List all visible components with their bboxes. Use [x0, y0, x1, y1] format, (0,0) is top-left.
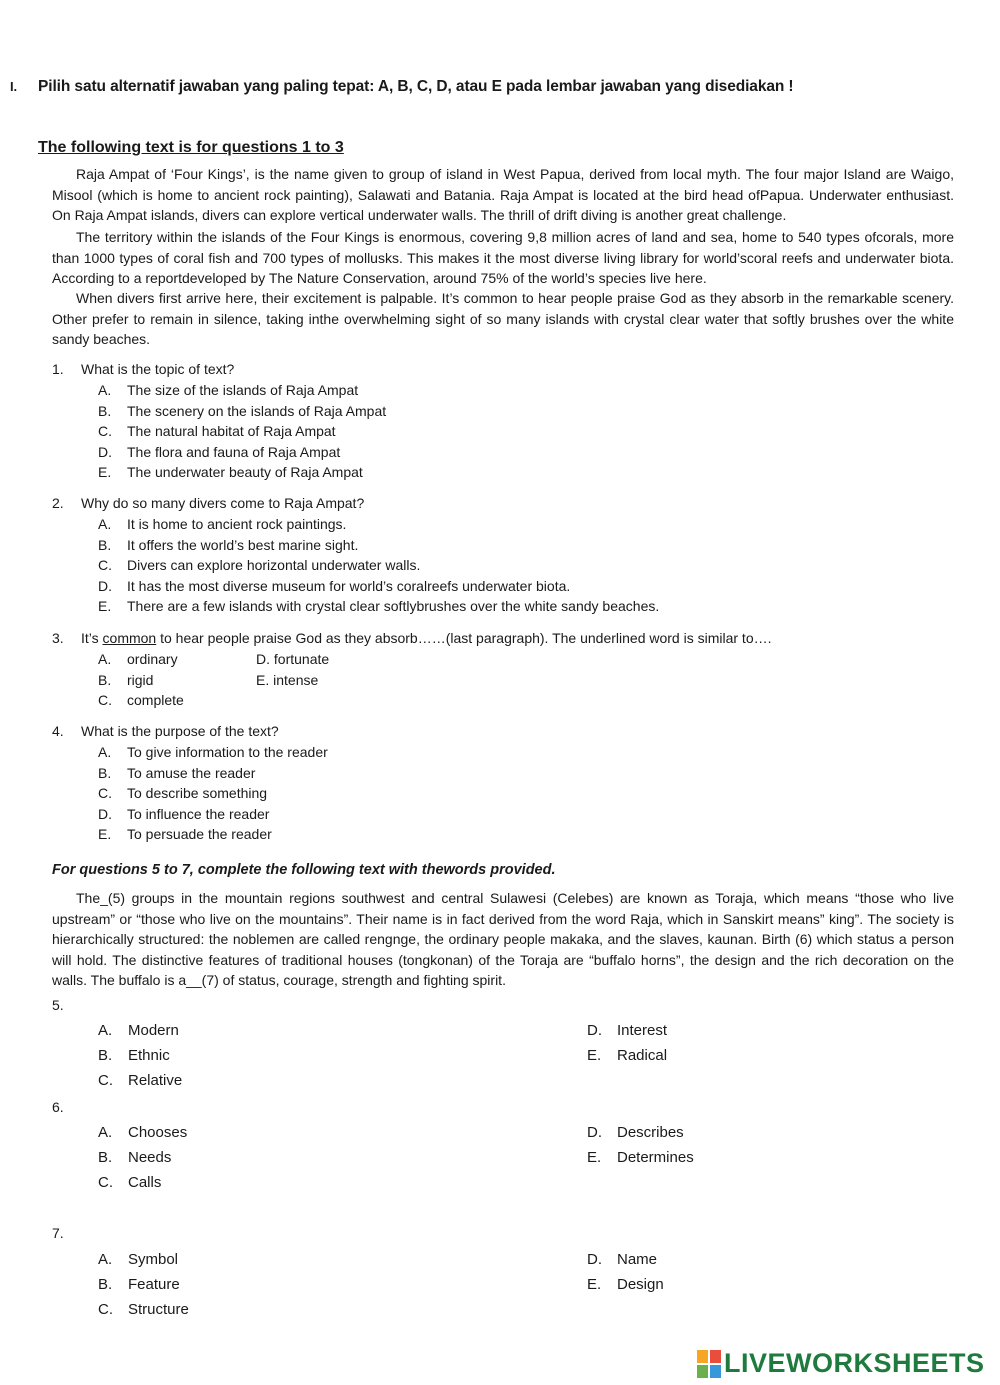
- option-letter: E.: [98, 826, 112, 843]
- option-text: Needs: [128, 1149, 172, 1166]
- question-6-number: 6.: [52, 1099, 64, 1115]
- option-letter: B.: [98, 764, 112, 781]
- option-letter: C.: [98, 692, 112, 709]
- option-text: Interest: [617, 1022, 668, 1039]
- option-text: fortunate: [273, 651, 330, 667]
- question-4: [52, 723, 279, 739]
- option-b[interactable]: [98, 401, 386, 422]
- option-letter: C.: [98, 557, 112, 574]
- option-letter: B.: [98, 1276, 113, 1293]
- option-a[interactable]: [98, 1120, 187, 1145]
- option-text: To influence the reader: [127, 805, 270, 822]
- option-letter: D.: [98, 805, 112, 822]
- option-letter: A.: [98, 651, 112, 667]
- question-2-options: [98, 514, 659, 617]
- option-d[interactable]: [587, 1018, 667, 1043]
- option-b[interactable]: [98, 1145, 187, 1170]
- option-c[interactable]: [98, 783, 328, 804]
- option-letter: C.: [98, 423, 112, 440]
- option-e[interactable]: [98, 824, 328, 845]
- section-heading-1: The following text is for questions 1 to 3: [38, 139, 344, 156]
- passage-paragraph-1: [52, 164, 954, 226]
- option-text: rigid: [127, 671, 154, 688]
- question-text: Why do so many divers come to Raja Ampat?: [81, 495, 365, 511]
- option-letter: A.: [98, 516, 112, 532]
- paragraph-text: The territory within the islands of the Four Kings is enormous, covering 9,8 million acres of land and sea, home to 540 types ofcorals, more than 1000 types of coral fish and 700 types of mollusks. This makes it the most diverse living library for world’scoral reefs and underwater biota. According to a reportdeveloped by The Nature Conservation, around 75% of the world’s species live here.: [52, 229, 954, 286]
- question-5-options-right: [587, 1018, 667, 1068]
- option-c[interactable]: [98, 421, 386, 442]
- option-a[interactable]: [98, 742, 328, 763]
- option-e[interactable]: [587, 1145, 694, 1170]
- underlined-word: common: [102, 630, 157, 646]
- option-text: Divers can explore horizontal underwater walls.: [127, 557, 421, 574]
- question-7-options-right: [587, 1247, 664, 1297]
- option-text: Chooses: [128, 1124, 188, 1141]
- question-6-options-right: [587, 1120, 694, 1170]
- option-a[interactable]: [98, 380, 386, 401]
- option-letter: B.: [98, 1149, 113, 1166]
- option-letter: D.: [587, 1251, 602, 1268]
- option-letter: E.: [256, 671, 270, 688]
- question-6-options-left: [98, 1120, 187, 1195]
- option-text: Describes: [617, 1124, 684, 1141]
- option-letter: E.: [587, 1047, 602, 1064]
- option-letter: C.: [98, 1301, 113, 1318]
- question-5-options-left: [98, 1018, 182, 1093]
- option-text: Calls: [128, 1174, 162, 1191]
- option-text: Structure: [128, 1301, 189, 1318]
- option-c[interactable]: [98, 690, 398, 711]
- question-text-after: to hear people praise God as they absorb……(last paragraph). The underlined word is similar to….: [156, 630, 772, 646]
- option-letter: E.: [98, 464, 112, 481]
- option-text: Ethnic: [128, 1047, 170, 1064]
- option-letter: E.: [587, 1149, 602, 1166]
- question-number: 3.: [52, 630, 64, 646]
- option-c[interactable]: [98, 1068, 182, 1093]
- option-text: It has the most diverse museum for world’s coralreefs underwater biota.: [127, 577, 571, 594]
- option-letter: A.: [98, 744, 112, 760]
- question-text: What is the purpose of the text?: [81, 723, 279, 739]
- option-letter: D.: [98, 577, 112, 594]
- option-text: complete: [127, 692, 184, 709]
- option-e[interactable]: [256, 670, 318, 691]
- logo-square-2: [710, 1350, 721, 1363]
- question-4-options: [98, 742, 328, 845]
- instruction-number: I.: [10, 79, 18, 94]
- option-text: To amuse the reader: [127, 764, 256, 781]
- option-letter: B.: [98, 1047, 113, 1064]
- instruction: [10, 78, 794, 96]
- passage-paragraph-3: [52, 288, 954, 350]
- question-3: [52, 630, 772, 646]
- option-letter: D.: [587, 1022, 602, 1039]
- option-b[interactable]: [98, 763, 328, 784]
- option-text: The size of the islands of Raja Ampat: [127, 382, 359, 398]
- question-text-before: It’s: [81, 630, 103, 646]
- option-text: Determines: [617, 1149, 694, 1166]
- option-text: Name: [617, 1251, 658, 1268]
- option-c[interactable]: [98, 1170, 187, 1195]
- passage-paragraph-2: [52, 227, 954, 289]
- question-1: [52, 361, 234, 377]
- paragraph-text: The_(5) groups in the mountain regions southwest and central Sulawesi (Celebes) are known as Toraja, which means “those who live upstream” or “those who live on the mountains”. Their name is in fact derived from the word Raja, which in Sanskirt means” king”. The society is hierarchically structured: the noblemen are called rengnge, the ordinary people makaka, and the slaves, kaunan. Birth (6) which status a person will hold. The distinctive features of traditional houses (tongkonan) of the Toraja are “buffalo horns”, the design and the rich decoration on the walls. The buffalo is a__(7) of status, courage, strength and fighting spirit.: [52, 890, 954, 988]
- option-letter: C.: [98, 1174, 113, 1191]
- option-e[interactable]: [98, 462, 386, 483]
- logo-square-4: [710, 1365, 721, 1378]
- logo-icon: [697, 1350, 721, 1378]
- option-e[interactable]: [98, 596, 659, 617]
- option-d[interactable]: [98, 804, 328, 825]
- option-letter: A.: [98, 1124, 113, 1141]
- option-letter: D.: [587, 1124, 602, 1141]
- instruction-text: Pilih satu alternatif jawaban yang paling tepat: A, B, C, D, atau E pada lembar jawaban yang disediakan !: [38, 78, 794, 95]
- logo-square-1: [697, 1350, 708, 1363]
- option-letter: D.: [256, 651, 270, 667]
- option-b[interactable]: [98, 1272, 189, 1297]
- question-text: What is the topic of text?: [81, 361, 235, 377]
- question-number: 4.: [52, 723, 64, 739]
- option-letter: D.: [98, 443, 112, 460]
- option-letter: E.: [98, 598, 112, 615]
- option-a[interactable]: [98, 514, 659, 535]
- option-text: intense: [273, 671, 319, 688]
- option-b[interactable]: [98, 1043, 182, 1068]
- question-1-options: [98, 380, 386, 483]
- option-d[interactable]: [256, 649, 329, 670]
- section-heading-2: For questions 5 to 7, complete the following text with thewords provided.: [52, 862, 556, 878]
- option-letter: B.: [98, 402, 112, 419]
- option-text: To persuade the reader: [127, 826, 272, 843]
- question-number: 1.: [52, 361, 64, 377]
- option-letter: B.: [98, 671, 112, 688]
- option-c[interactable]: [98, 555, 659, 576]
- option-text: Modern: [128, 1022, 179, 1039]
- option-text: There are a few islands with crystal clear softlybrushes over the white sandy beaches.: [127, 598, 660, 615]
- option-text: Relative: [128, 1072, 183, 1089]
- question-5-number: 5.: [52, 997, 64, 1013]
- option-text: The flora and fauna of Raja Ampat: [127, 443, 341, 460]
- option-d[interactable]: [98, 442, 386, 463]
- option-text: ordinary: [127, 651, 178, 667]
- option-letter: C.: [98, 785, 112, 802]
- option-text: The scenery on the islands of Raja Ampat: [127, 402, 387, 419]
- option-text: Symbol: [128, 1251, 179, 1268]
- option-b[interactable]: [98, 670, 256, 691]
- option-e[interactable]: [587, 1043, 667, 1068]
- question-number: 2.: [52, 495, 64, 511]
- paragraph-text: When divers first arrive here, their excitement is palpable. It’s common to hear people praise God as they absorb in the remarkable scenery. Other prefer to remain in silence, taking inthe overwhelming sight of so many islands with crystal clear water that softly brushes over the white sandy beaches.: [52, 290, 954, 347]
- option-c[interactable]: [98, 1297, 189, 1322]
- question-7-number: 7.: [52, 1225, 64, 1241]
- brand-text: LIVEWORKSHEETS: [724, 1348, 985, 1378]
- option-text: To give information to the reader: [127, 744, 328, 760]
- option-b[interactable]: [98, 535, 659, 556]
- option-a[interactable]: [98, 1018, 182, 1043]
- option-d[interactable]: [587, 1120, 694, 1145]
- option-letter: A.: [98, 382, 112, 398]
- option-e[interactable]: [587, 1272, 664, 1297]
- option-text: The underwater beauty of Raja Ampat: [127, 464, 363, 481]
- option-letter: A.: [98, 1022, 113, 1039]
- liveworksheets-logo[interactable]: [697, 1348, 985, 1379]
- question-3-options: [98, 649, 398, 711]
- question-2: [52, 495, 364, 511]
- option-text: Design: [617, 1276, 664, 1293]
- option-letter: C.: [98, 1072, 113, 1089]
- logo-square-3: [697, 1365, 708, 1378]
- option-letter: E.: [587, 1276, 602, 1293]
- option-text: The natural habitat of Raja Ampat: [127, 423, 336, 440]
- option-d[interactable]: [587, 1247, 664, 1272]
- option-text: To describe something: [127, 785, 268, 802]
- option-letter: B.: [98, 536, 112, 553]
- option-a[interactable]: [98, 649, 256, 670]
- option-text: It offers the world’s best marine sight.: [127, 536, 359, 553]
- option-text: It is home to ancient rock paintings.: [127, 516, 347, 532]
- passage-toraja: [52, 888, 954, 991]
- option-d[interactable]: [98, 576, 659, 597]
- option-text: Feature: [128, 1276, 180, 1293]
- option-text: Radical: [617, 1047, 668, 1064]
- paragraph-text: Raja Ampat of ‘Four Kings’, is the name given to group of island in West Papua, derived from local myth. The four major Island are Waigo, Misool (which is home to ancient rock painting), Salawati and Batania. Raja Ampat is located at the bird head ofPapua. Underwater enthusiast. On Raja Ampat islands, divers can explore vertical underwater walls. The thrill of drift diving is another great challenge.: [52, 166, 954, 223]
- question-7-options-left: [98, 1247, 189, 1322]
- option-a[interactable]: [98, 1247, 189, 1272]
- option-letter: A.: [98, 1251, 113, 1268]
